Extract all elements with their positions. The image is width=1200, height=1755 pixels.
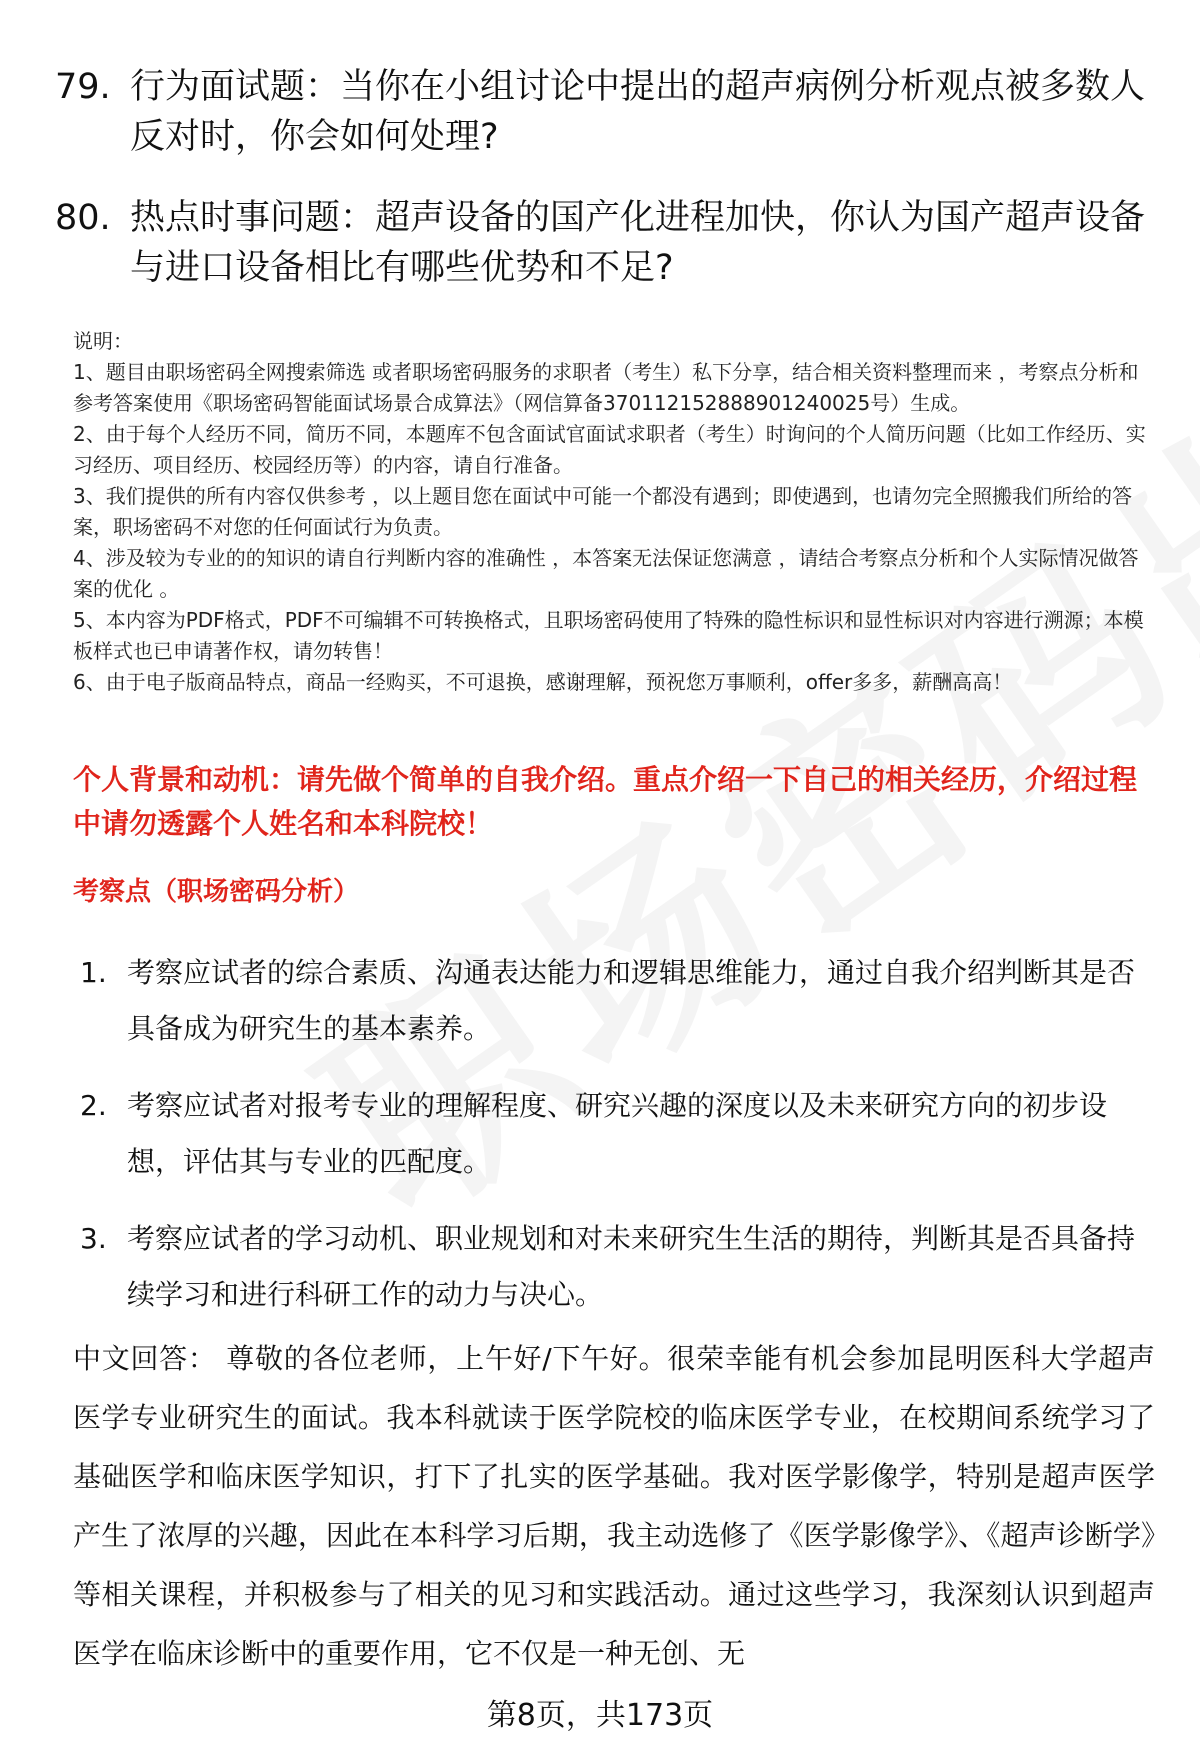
note-item: 5、本内容为PDF格式，PDF不可编辑不可转换格式，且职场密码使用了特殊的隐性标识和显性标识对内容进行溯源；本模板样式也已申请著作权，请勿转售！ (73, 608, 1144, 663)
list-item (80, 945, 1155, 1057)
note-item: 4、涉及较为专业的的知识的请自行判断内容的准确性 ，本答案无法保证您满意 ，请结合考察点分析和个人实际情况做答案的优化 。 (73, 546, 1139, 601)
analysis-list (80, 945, 1155, 1344)
note-item: 1、题目由职场密码全网搜索筛选 或者职场密码服务的求职者（考生）私下分享，结合相关资料整理而来 ，考察点分析和参考答案使用《职场密码智能面试场景合成算法》（网信算备370112152888901240025号）生成。 (73, 360, 1139, 415)
list-item (80, 1211, 1155, 1323)
list-item-text: 考察应试者的学习动机、职业规划和对未来研究生生活的期待，判断其是否具备持续学习和进行科研工作的动力与决心。 (127, 1222, 1136, 1311)
list-item (80, 1078, 1155, 1190)
list-item-number: 3. (80, 1222, 107, 1255)
list-item-text: 考察应试者的综合素质、沟通表达能力和逻辑思维能力，通过自我介绍判断其是否具备成为研究生的基本素养。 (127, 956, 1136, 1045)
note-item: 2、由于每个人经历不同，简历不同，本题库不包含面试官面试求职者（考生）时询问的个人简历问题（比如工作经历、实习经历、项目经历、校园经历等）的内容，请自行准备。 (73, 422, 1146, 477)
question-text: 行为面试题：当你在小组讨论中提出的超声病例分析观点被多数人反对时，你会如何处理? (130, 67, 1146, 157)
list-item-number: 1. (80, 956, 107, 989)
question-80 (55, 193, 1165, 293)
question-79 (55, 62, 1165, 162)
intro-question: 个人背景和动机：请先做个简单的自我介绍。重点介绍一下自己的相关经历，介绍过程中请勿透露个人姓名和本科院校！ (73, 763, 1138, 840)
answer-paragraph: 中文回答： 尊敬的各位老师，上午好/下午好。很荣幸能有机会参加昆明医科大学超声医学专业研究生的面试。我本科就读于医学院校的临床医学专业，在校期间系统学习了基础医学和临床医学知识，打下了扎实的医学基础。我对医学影像学，特别是超声医学产生了浓厚的兴趣，因此在本科学习后期，我主动选修了《医学影像学》、《超声诊断学》等相关课程，并积极参与了相关的见习和实践活动。通过这些学习，我深刻认识到超声医学在临床诊断中的重要作用，它不仅是一种无创、无 (73, 1342, 1155, 1670)
note-item: 6、由于电子版商品特点，商品一经购买，不可退换，感谢理解，预祝您万事顺利，offer多多，薪酬高高！ (73, 670, 1013, 694)
list-item-number: 2. (80, 1089, 107, 1122)
note-item: 3、我们提供的所有内容仅供参考 ，以上题目您在面试中可能一个都没有遇到；即使遇到，也请勿完全照搬我们所给的答案，职场密码不对您的任何面试行为负责。 (73, 484, 1133, 539)
analysis-title: 考察点（职场密码分析） (73, 877, 360, 907)
page-number: 第8页，共173页 (486, 1698, 714, 1733)
notes-title: 说明： (73, 329, 133, 353)
notes-section (73, 326, 1158, 698)
list-item-text: 考察应试者对报考专业的理解程度、研究兴趣的深度以及未来研究方向的初步设想，评估其与专业的匹配度。 (127, 1089, 1108, 1178)
question-text: 热点时事问题：超声设备的国产化进程加快，你认为国产超声设备与进口设备相比有哪些优势和不足? (130, 198, 1146, 288)
question-number: 80. (55, 198, 111, 238)
question-number: 79. (55, 67, 111, 107)
